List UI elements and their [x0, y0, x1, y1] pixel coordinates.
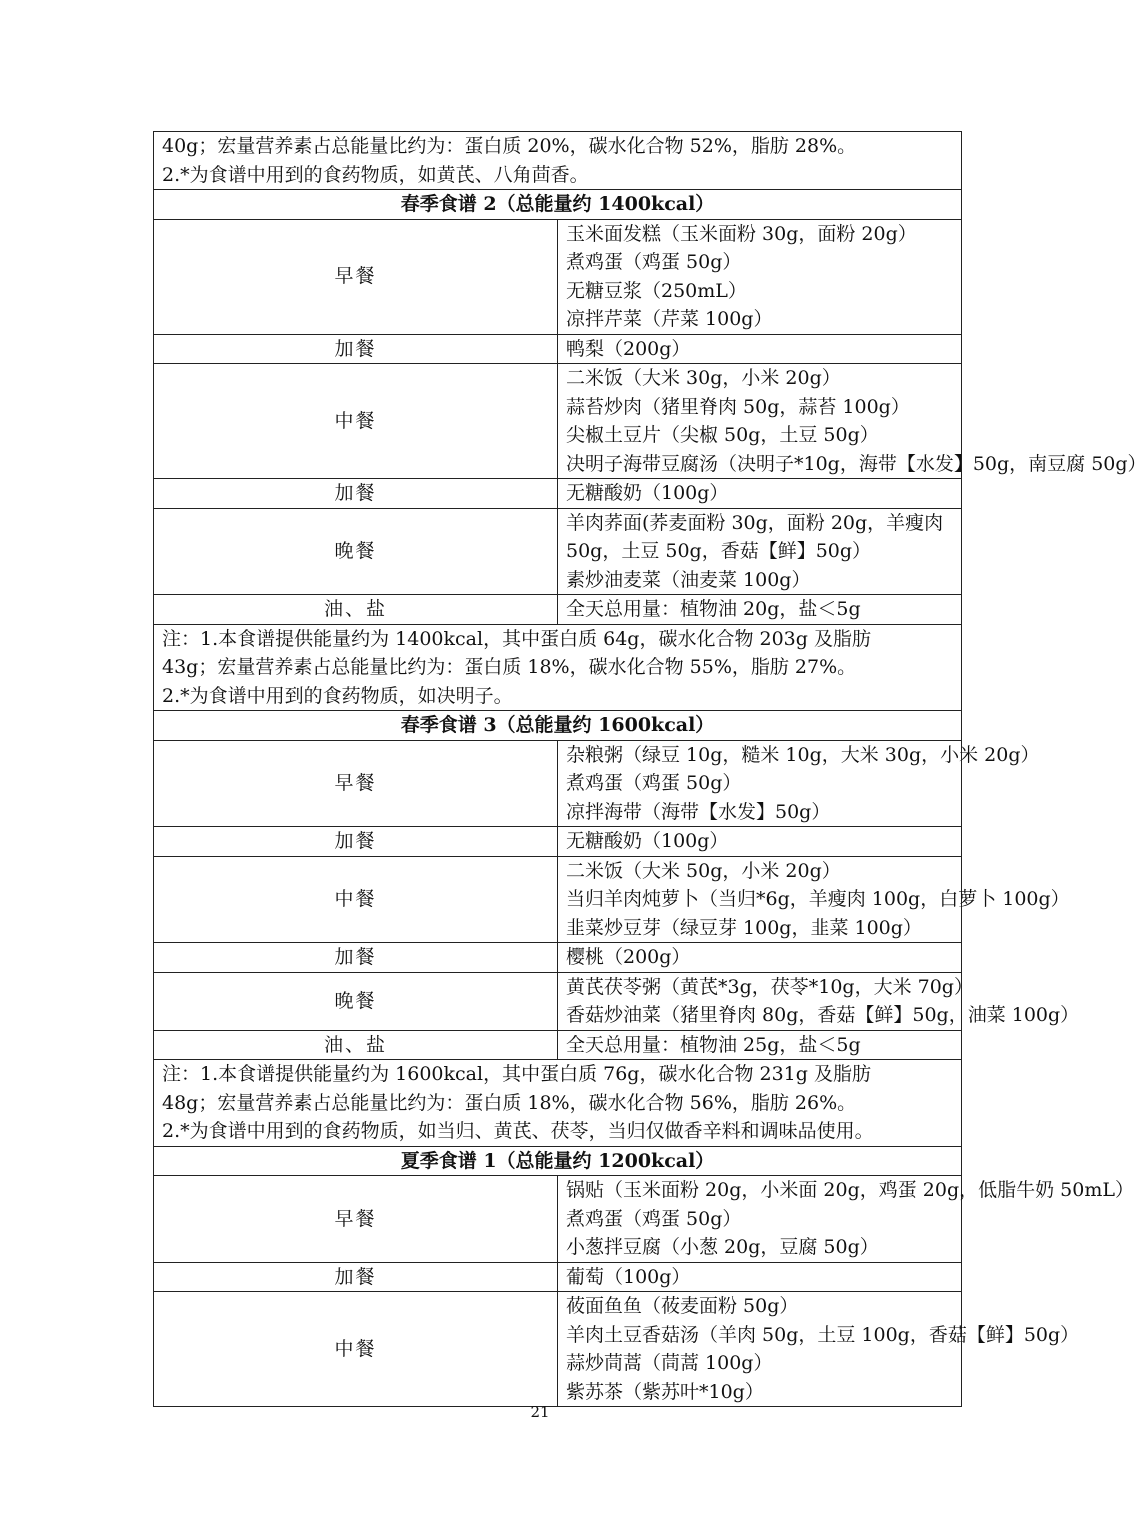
dish: 葡萄（100g）	[566, 1265, 691, 1288]
dish: 韭菜炒豆芽（绿豆芽 100g，韭菜 100g）	[566, 916, 922, 939]
recipe-title-summer1: 夏季食谱 1（总能量约 1200kcal）	[154, 1146, 962, 1176]
meal-items	[558, 595, 962, 625]
note-line: 40g；宏量营养素占总能量比约为：蛋白质 20%，碳水化合物 52%，脂肪 28%。	[162, 135, 857, 157]
dish: 素炒油麦菜（油麦菜 100g）	[566, 568, 811, 591]
meal-items	[558, 943, 962, 973]
note-line: 2.*为食谱中用到的食药物质，如决明子。	[162, 684, 513, 707]
note-line: 2.*为食谱中用到的食药物质，如当归、黄芪、茯苓，当归仅做香辛料和调味品使用。	[162, 1120, 874, 1142]
meal-row-snack	[154, 334, 962, 364]
meal-name: 加餐	[154, 943, 558, 973]
meal-items	[558, 1292, 1080, 1407]
dish: 无糖酸奶（100g）	[566, 482, 729, 504]
dish: 尖椒土豆片（尖椒 50g，土豆 50g）	[566, 424, 879, 446]
dish: 凉拌海带（海带【水发】50g）	[566, 800, 831, 823]
meal-items	[558, 508, 962, 595]
dish: 煮鸡蛋（鸡蛋 50g）	[566, 772, 742, 794]
meal-row-lunch	[154, 856, 962, 943]
meal-row-breakfast	[154, 1176, 962, 1263]
meal-row-dinner	[154, 508, 962, 595]
dish: 锅贴（玉米面粉 20g，小米面 20g，鸡蛋 20g，低脂牛奶 50mL）	[566, 1179, 1134, 1201]
meal-items	[558, 740, 1040, 827]
meal-row-lunch	[154, 364, 962, 479]
meal-row-snack	[154, 479, 962, 509]
meal-row-snack	[154, 1262, 962, 1292]
dish: 羊肉土豆香菇汤（羊肉 50g，土豆 100g，香菇【鲜】50g）	[566, 1323, 1080, 1346]
meal-name: 加餐	[154, 1262, 558, 1292]
meal-items	[558, 856, 1070, 943]
recipe-title-spring2: 春季食谱 2（总能量约 1400kcal）	[154, 190, 962, 220]
meal-name: 加餐	[154, 827, 558, 857]
dish: 黄芪茯苓粥（黄芪*3g，茯苓*10g，大米 70g）	[566, 975, 973, 998]
meal-items	[558, 827, 962, 857]
meal-name: 晚餐	[154, 508, 558, 595]
dish: 小葱拌豆腐（小葱 20g，豆腐 50g）	[566, 1236, 879, 1258]
note-line: 48g；宏量营养素占总能量比约为：蛋白质 18%，碳水化合物 56%，脂肪 26%。	[162, 1091, 857, 1114]
meal-items	[558, 1030, 962, 1060]
meal-name: 油、盐	[154, 595, 558, 625]
dish: 樱桃（200g）	[566, 946, 691, 968]
meal-name: 中餐	[154, 364, 558, 479]
meal-items	[558, 1262, 962, 1292]
recipe-note	[154, 624, 962, 711]
meal-row-lunch	[154, 1292, 962, 1407]
dish: 玉米面发糕（玉米面粉 30g，面粉 20g）	[566, 222, 917, 245]
note-line: 2.*为食谱中用到的食药物质，如黄芪、八角茴香。	[162, 163, 589, 186]
recipe-table	[153, 131, 1147, 1407]
recipe-title-row	[154, 711, 962, 741]
dish: 杂粮粥（绿豆 10g，糙米 10g，大米 30g，小米 20g）	[566, 743, 1040, 766]
meal-name: 晚餐	[154, 972, 558, 1030]
meal-row-oil-salt	[154, 1030, 962, 1060]
dish: 当归羊肉炖萝卜（当归*6g，羊瘦肉 100g，白萝卜 100g）	[566, 888, 1070, 910]
meal-name: 加餐	[154, 479, 558, 509]
recipe-title-spring3: 春季食谱 3（总能量约 1600kcal）	[154, 711, 962, 741]
dish: 紫苏茶（紫苏叶*10g）	[566, 1380, 764, 1403]
meal-items	[558, 972, 1080, 1030]
meal-items	[558, 219, 962, 334]
meal-row-snack	[154, 827, 962, 857]
dish: 二米饭（大米 50g，小米 20g）	[566, 859, 841, 882]
meal-row-oil-salt	[154, 595, 962, 625]
meal-name: 油、盐	[154, 1030, 558, 1060]
meal-items	[558, 334, 962, 364]
meal-items	[558, 479, 962, 509]
dish: 决明子海带豆腐汤（决明子*10g，海带【水发】50g，南豆腐 50g）	[566, 452, 1147, 475]
note-line: 注：1.本食谱提供能量约为 1400kcal，其中蛋白质 64g，碳水化合物 203g 及脂肪	[162, 627, 871, 650]
dish: 莜面鱼鱼（莜麦面粉 50g）	[566, 1295, 799, 1317]
meal-name: 加餐	[154, 334, 558, 364]
meal-name: 中餐	[154, 1292, 558, 1407]
note-line: 注：1.本食谱提供能量约为 1600kcal，其中蛋白质 76g，碳水化合物 231g 及脂肪	[162, 1063, 871, 1085]
dish: 全天总用量：植物油 20g，盐＜5g	[566, 598, 861, 620]
top-note	[154, 132, 962, 190]
meal-row-dinner	[154, 972, 962, 1030]
note-row	[154, 1060, 962, 1147]
dish: 蒜苔炒肉（猪里脊肉 50g，蒜苔 100g）	[566, 395, 910, 418]
top-note-row	[154, 132, 962, 190]
recipe-title-row	[154, 190, 962, 220]
dish: 香菇炒油菜（猪里脊肉 80g，香菇【鲜】50g，油菜 100g）	[566, 1004, 1080, 1026]
meal-name: 早餐	[154, 1176, 558, 1263]
dish: 蒜炒茼蒿（茼蒿 100g）	[566, 1352, 773, 1374]
meal-row-breakfast	[154, 219, 962, 334]
note-row	[154, 624, 962, 711]
meal-name: 早餐	[154, 740, 558, 827]
page-number: 21	[530, 1403, 550, 1421]
dish: 羊肉荞面(荞麦面粉 30g，面粉 20g，羊瘦肉 50g，土豆 50g，香菇【鲜】50g）	[566, 511, 944, 562]
dish: 二米饭（大米 30g，小米 20g）	[566, 367, 841, 389]
dish: 凉拌芹菜（芹菜 100g）	[566, 308, 773, 330]
dish: 无糖酸奶（100g）	[566, 830, 729, 852]
meal-row-snack	[154, 943, 962, 973]
meal-items	[558, 1176, 1134, 1263]
dish: 煮鸡蛋（鸡蛋 50g）	[566, 251, 742, 273]
dish: 无糖豆浆（250mL）	[566, 279, 747, 302]
dish: 鸭梨（200g）	[566, 337, 691, 360]
meal-items	[558, 364, 1147, 479]
note-line: 43g；宏量营养素占总能量比约为：蛋白质 18%，碳水化合物 55%，脂肪 27%。	[162, 656, 857, 678]
dish: 全天总用量：植物油 25g，盐＜5g	[566, 1033, 861, 1056]
meal-name: 早餐	[154, 219, 558, 334]
meal-name: 中餐	[154, 856, 558, 943]
recipe-note	[154, 1060, 962, 1147]
recipe-title-row	[154, 1146, 962, 1176]
meal-row-breakfast	[154, 740, 962, 827]
dish: 煮鸡蛋（鸡蛋 50g）	[566, 1207, 742, 1230]
